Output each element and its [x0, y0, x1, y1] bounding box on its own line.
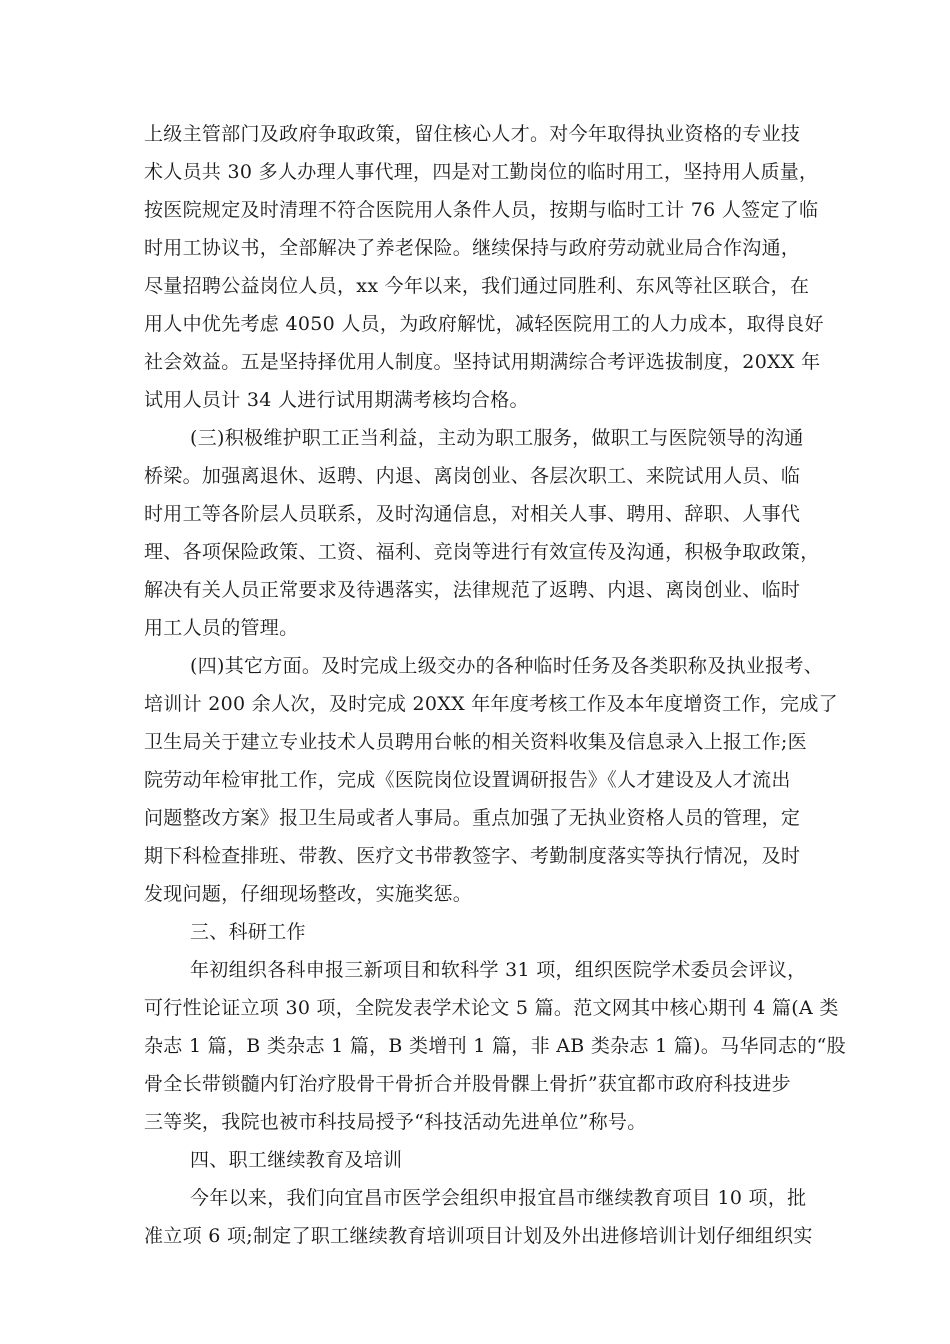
text-line: 尽量招聘公益岗位人员，xx 今年以来，我们通过同胜利、东风等社区联合，在: [144, 275, 810, 297]
text-line: 发现问题，仔细现场整改，实施奖惩。: [144, 883, 473, 905]
text-line: 桥梁。加强离退休、返聘、内退、离岗创业、各层次职工、来院试用人员、临: [144, 465, 801, 487]
text-line: 社会效益。五是坚持择优用人制度。坚持试用期满综合考评选拔制度，20XX 年: [144, 351, 821, 373]
text-line: 时用工协议书，全部解决了养老保险。继续保持与政府劳动就业局合作沟通，: [144, 237, 801, 259]
text-line: 解决有关人员正常要求及待遇落实，法律规范了返聘、内退、离岗创业、临时: [144, 579, 801, 601]
text-line: 杂志 1 篇，B 类杂志 1 篇，B 类增刊 1 篇，非 AB 类杂志 1 篇)。马华同志的“股: [144, 1035, 846, 1057]
text-line: 用人中优先考虑 4050 人员，为政府解忧，减轻医院用工的人力成本，取得良好: [144, 313, 824, 335]
text-line: 试用人员计 34 人进行试用期满考核均合格。: [144, 389, 529, 411]
text-line: 卫生局关于建立专业技术人员聘用台帐的相关资料收集及信息录入上报工作;医: [144, 731, 807, 753]
paragraph-start-line: 年初组织各科申报三新项目和软科学 31 项，组织医院学术委员会评议，: [190, 959, 807, 981]
text-line: 骨全长带锁髓内钉治疗股骨干骨折合并股骨髁上骨折”获宜都市政府科技进步: [144, 1073, 791, 1095]
section-heading: 三、科研工作: [190, 921, 306, 943]
text-line: 三等奖，我院也被市科技局授予“科技活动先进单位”称号。: [144, 1111, 647, 1133]
section-heading: 四、职工继续教育及培训: [190, 1149, 403, 1171]
paragraph-start-line: (四)其它方面。及时完成上级交办的各种临时任务及各类职称及执业报考、: [190, 655, 824, 677]
text-line: 时用工等各阶层人员联系，及时沟通信息，对相关人事、聘用、辞职、人事代: [144, 503, 801, 525]
text-line: 上级主管部门及政府争取政策，留住核心人才。对今年取得执业资格的专业技: [144, 123, 801, 145]
text-line: 培训计 200 余人次，及时完成 20XX 年年度考核工作及本年度增资工作，完成了: [144, 693, 838, 715]
text-line: 准立项 6 项;制定了职工继续教育培训项目计划及外出进修培训计划仔细组织实: [144, 1225, 813, 1247]
text-line: 问题整改方案》报卫生局或者人事局。重点加强了无执业资格人员的管理，定: [144, 807, 801, 829]
text-line: 术人员共 30 多人办理人事代理，四是对工勤岗位的临时用工，坚持用人质量，: [144, 161, 819, 183]
paragraph-start-line: 今年以来，我们向宜昌市医学会组织申报宜昌市继续教育项目 10 项，批: [190, 1187, 807, 1209]
paragraph-start-line: (三)积极维护职工正当利益，主动为职工服务，做职工与医院领导的沟通: [190, 427, 804, 449]
text-line: 院劳动年检审批工作，完成《医院岗位设置调研报告》《人才建设及人才流出: [144, 769, 791, 791]
text-line: 可行性论证立项 30 项，全院发表学术论文 5 篇。范文网其中核心期刊 4 篇(A 类: [144, 997, 839, 1019]
text-line: 按医院规定及时清理不符合医院用人条件人员，按期与临时工计 76 人签定了临: [144, 199, 819, 221]
text-line: 用工人员的管理。: [144, 617, 299, 639]
text-line: 理、各项保险政策、工资、福利、竞岗等进行有效宣传及沟通，积极争取政策，: [144, 541, 820, 563]
text-line: 期下科检查排班、带教、医疗文书带教签字、考勤制度落实等执行情况，及时: [144, 845, 801, 867]
